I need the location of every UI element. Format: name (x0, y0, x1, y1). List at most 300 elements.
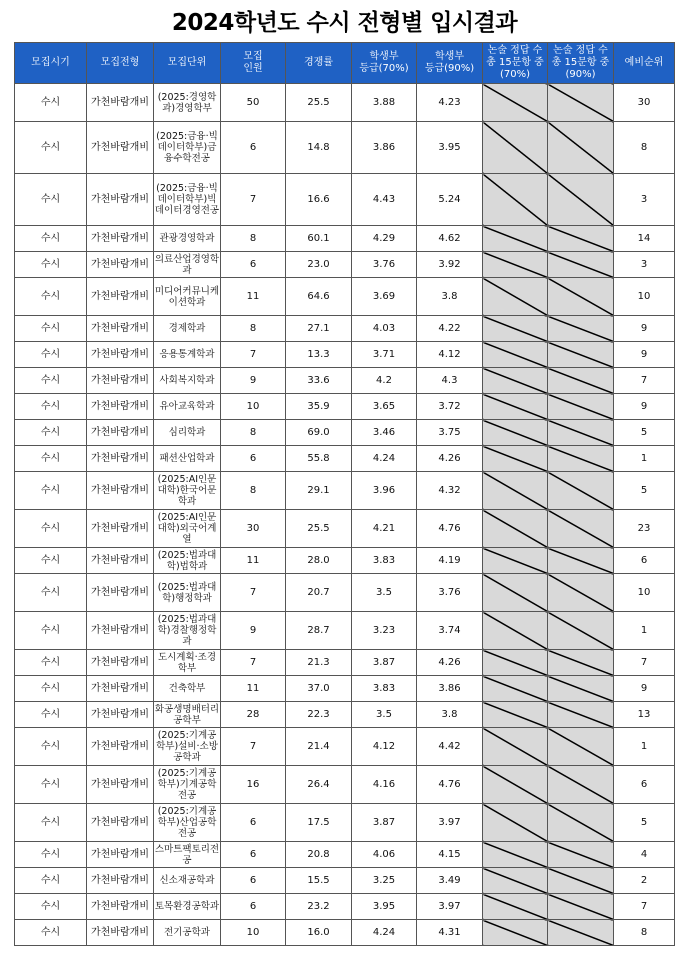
unit-cell: 응용통계학과 (154, 342, 221, 368)
grade90-cell: 3.97 (417, 894, 483, 920)
rank-cell: 6 (614, 548, 675, 574)
essay70-cell (483, 868, 548, 894)
essay70-cell (483, 548, 548, 574)
essay70-cell (483, 174, 548, 226)
ratio-cell: 14.8 (286, 122, 352, 174)
rank-cell: 9 (614, 342, 675, 368)
essay90-cell (548, 766, 614, 804)
grade70-cell: 3.46 (352, 420, 417, 446)
table-body (15, 84, 675, 946)
grade70-cell: 3.96 (352, 472, 417, 510)
rank-cell: 2 (614, 868, 675, 894)
period-cell: 수시 (15, 472, 87, 510)
table-row (15, 84, 675, 122)
unit-cell: (2025:AI인문대학)한국어문학과 (154, 472, 221, 510)
ratio-cell: 17.5 (286, 804, 352, 842)
grade90-cell: 3.75 (417, 420, 483, 446)
rank-cell: 9 (614, 676, 675, 702)
grade90-cell: 3.49 (417, 868, 483, 894)
essay90-cell (548, 612, 614, 650)
rank-cell: 7 (614, 368, 675, 394)
rank-cell: 9 (614, 394, 675, 420)
grade90-cell: 4.31 (417, 920, 483, 946)
table-row (15, 446, 675, 472)
header-cell: 예비순위 (614, 43, 675, 84)
type-cell: 가천바람개비 (87, 394, 154, 420)
period-cell: 수시 (15, 278, 87, 316)
essay90-cell (548, 394, 614, 420)
essay70-cell (483, 920, 548, 946)
essay70-cell (483, 702, 548, 728)
type-cell: 가천바람개비 (87, 894, 154, 920)
period-cell: 수시 (15, 510, 87, 548)
essay70-cell (483, 316, 548, 342)
ratio-cell: 28.7 (286, 612, 352, 650)
essay90-cell (548, 316, 614, 342)
essay90-cell (548, 368, 614, 394)
ratio-cell: 23.0 (286, 252, 352, 278)
seats-cell: 8 (221, 316, 286, 342)
seats-cell: 11 (221, 676, 286, 702)
essay90-cell (548, 342, 614, 368)
essay70-cell (483, 766, 548, 804)
admission-results-table (14, 42, 675, 946)
seats-cell: 9 (221, 612, 286, 650)
ratio-cell: 21.4 (286, 728, 352, 766)
period-cell: 수시 (15, 804, 87, 842)
period-cell: 수시 (15, 122, 87, 174)
period-cell: 수시 (15, 252, 87, 278)
grade70-cell: 4.21 (352, 510, 417, 548)
period-cell: 수시 (15, 548, 87, 574)
unit-cell: 화공생명배터리공학부 (154, 703, 220, 726)
period-cell: 수시 (15, 612, 87, 650)
unit-cell: 유아교육학과 (154, 394, 221, 420)
ratio-cell: 29.1 (286, 472, 352, 510)
grade70-cell: 3.83 (352, 548, 417, 574)
grade90-cell: 4.76 (417, 510, 483, 548)
essay90-cell (548, 702, 614, 728)
type-cell: 가천바람개비 (87, 252, 154, 278)
grade70-cell: 3.25 (352, 868, 417, 894)
type-cell: 가천바람개비 (87, 84, 154, 122)
rank-cell: 3 (614, 174, 675, 226)
header-cell: 모집시기 (15, 43, 87, 84)
table-row (15, 510, 675, 548)
ratio-cell: 20.7 (286, 574, 352, 612)
table-row (15, 252, 675, 278)
essay70-cell (483, 122, 548, 174)
rank-cell: 1 (614, 728, 675, 766)
unit-cell: 심리학과 (154, 420, 221, 446)
period-cell: 수시 (15, 368, 87, 394)
essay70-cell (483, 472, 548, 510)
seats-cell: 16 (221, 766, 286, 804)
essay90-cell (548, 84, 614, 122)
unit-cell: (2025:금융·빅데이터학부)금융수학전공 (154, 122, 221, 174)
essay70-cell (483, 612, 548, 650)
essay90-cell (548, 122, 614, 174)
type-cell: 가천바람개비 (87, 446, 154, 472)
grade70-cell: 4.12 (352, 728, 417, 766)
unit-cell: 미디어커뮤니케이션학과 (154, 278, 221, 316)
seats-cell: 6 (221, 122, 286, 174)
header-cell: 학생부 등급(90%) (417, 43, 483, 84)
unit-cell: (2025:기계공학부)기계공학전공 (154, 766, 221, 804)
unit-cell: 도시계획·조경학부 (154, 650, 221, 676)
grade90-cell: 4.26 (417, 446, 483, 472)
rank-cell: 1 (614, 446, 675, 472)
period-cell: 수시 (15, 728, 87, 766)
table-row (15, 894, 675, 920)
rank-cell: 30 (614, 84, 675, 122)
essay90-cell (548, 650, 614, 676)
unit-cell: 신소재공학과 (154, 868, 221, 894)
header-cell: 논술 정답 수 총 15문항 중 (70%) (483, 43, 548, 84)
type-cell: 가천바람개비 (87, 650, 154, 676)
grade70-cell: 4.43 (352, 174, 417, 226)
grade70-cell: 3.69 (352, 278, 417, 316)
period-cell: 수시 (15, 842, 87, 868)
seats-cell: 50 (221, 84, 286, 122)
essay90-cell (548, 174, 614, 226)
table-row (15, 920, 675, 946)
ratio-cell: 26.4 (286, 766, 352, 804)
type-cell: 가천바람개비 (87, 472, 154, 510)
table-row (15, 842, 675, 868)
rank-cell: 5 (614, 472, 675, 510)
grade90-cell: 3.95 (417, 122, 483, 174)
table-row (15, 122, 675, 174)
table-header-row (15, 43, 675, 84)
type-cell: 가천바람개비 (87, 226, 154, 252)
rank-cell: 23 (614, 510, 675, 548)
type-cell: 가천바람개비 (87, 174, 154, 226)
grade70-cell: 4.24 (352, 446, 417, 472)
essay70-cell (483, 278, 548, 316)
seats-cell: 6 (221, 252, 286, 278)
period-cell: 수시 (15, 84, 87, 122)
ratio-cell: 23.2 (286, 894, 352, 920)
essay90-cell (548, 420, 614, 446)
type-cell: 가천바람개비 (87, 842, 154, 868)
type-cell: 가천바람개비 (87, 728, 154, 766)
rank-cell: 10 (614, 278, 675, 316)
ratio-cell: 37.0 (286, 676, 352, 702)
ratio-cell: 55.8 (286, 446, 352, 472)
essay70-cell (483, 894, 548, 920)
essay90-cell (548, 446, 614, 472)
table-row (15, 728, 675, 766)
ratio-cell: 35.9 (286, 394, 352, 420)
period-cell: 수시 (15, 894, 87, 920)
ratio-cell: 25.5 (286, 84, 352, 122)
table-row (15, 368, 675, 394)
seats-cell: 11 (221, 548, 286, 574)
grade70-cell: 4.06 (352, 842, 417, 868)
table-row (15, 226, 675, 252)
unit-cell: 사회복지학과 (154, 368, 221, 394)
seats-cell: 7 (221, 728, 286, 766)
period-cell: 수시 (15, 394, 87, 420)
period-cell: 수시 (15, 342, 87, 368)
period-cell: 수시 (15, 920, 87, 946)
ratio-cell: 69.0 (286, 420, 352, 446)
grade70-cell: 3.95 (352, 894, 417, 920)
table-row (15, 676, 675, 702)
table-row (15, 548, 675, 574)
essay70-cell (483, 226, 548, 252)
unit-cell: (2025:기계공학부)산업공학전공 (154, 804, 221, 842)
period-cell: 수시 (15, 446, 87, 472)
rank-cell: 8 (614, 920, 675, 946)
essay90-cell (548, 842, 614, 868)
rank-cell: 8 (614, 122, 675, 174)
seats-cell: 10 (221, 394, 286, 420)
rank-cell: 13 (614, 702, 675, 728)
unit-cell: (2025:법과대학)법학과 (154, 548, 221, 574)
essay70-cell (483, 842, 548, 868)
rank-cell: 1 (614, 612, 675, 650)
unit-cell: (2025:법과대학)경찰행정학과 (154, 612, 221, 650)
type-cell: 가천바람개비 (87, 574, 154, 612)
seats-cell: 7 (221, 574, 286, 612)
unit-cell: 관광경영학과 (154, 226, 221, 252)
ratio-cell: 20.8 (286, 842, 352, 868)
essay70-cell (483, 420, 548, 446)
rank-cell: 7 (614, 650, 675, 676)
ratio-cell: 64.6 (286, 278, 352, 316)
grade90-cell: 4.15 (417, 842, 483, 868)
table-row (15, 278, 675, 316)
type-cell: 가천바람개비 (87, 702, 154, 728)
type-cell: 가천바람개비 (87, 868, 154, 894)
unit-cell: 건축학부 (154, 676, 221, 702)
seats-cell: 6 (221, 842, 286, 868)
grade90-cell: 4.32 (417, 472, 483, 510)
period-cell: 수시 (15, 868, 87, 894)
unit-cell: 경제학과 (154, 316, 221, 342)
unit-cell: (2025:금융·빅데이터학부)빅데이터경영전공 (154, 174, 221, 226)
rank-cell: 4 (614, 842, 675, 868)
essay90-cell (548, 868, 614, 894)
header-cell: 모집전형 (87, 43, 154, 84)
period-cell: 수시 (15, 766, 87, 804)
grade70-cell: 3.88 (352, 84, 417, 122)
unit-cell: 전기공학과 (154, 920, 221, 946)
essay70-cell (483, 84, 548, 122)
unit-cell: (2025:AI인문대학)외국어계열 (154, 510, 221, 548)
type-cell: 가천바람개비 (87, 122, 154, 174)
grade90-cell: 3.86 (417, 676, 483, 702)
table-row (15, 804, 675, 842)
table-row (15, 868, 675, 894)
grade70-cell: 3.23 (352, 612, 417, 650)
essay90-cell (548, 548, 614, 574)
ratio-cell: 28.0 (286, 548, 352, 574)
grade70-cell: 3.86 (352, 122, 417, 174)
unit-cell: (2025:법과대학)행정학과 (154, 574, 221, 612)
header-cell: 논술 정답 수 총 15문항 중 (90%) (548, 43, 614, 84)
ratio-cell: 22.3 (286, 702, 352, 728)
period-cell: 수시 (15, 702, 87, 728)
table-row (15, 612, 675, 650)
grade90-cell: 4.12 (417, 342, 483, 368)
type-cell: 가천바람개비 (87, 612, 154, 650)
rank-cell: 3 (614, 252, 675, 278)
period-cell: 수시 (15, 574, 87, 612)
type-cell: 가천바람개비 (87, 804, 154, 842)
ratio-cell: 15.5 (286, 868, 352, 894)
table-row (15, 702, 675, 728)
essay90-cell (548, 226, 614, 252)
grade90-cell: 3.97 (417, 804, 483, 842)
table-row (15, 174, 675, 226)
rank-cell: 10 (614, 574, 675, 612)
essay70-cell (483, 446, 548, 472)
ratio-cell: 25.5 (286, 510, 352, 548)
type-cell: 가천바람개비 (87, 766, 154, 804)
rank-cell: 6 (614, 766, 675, 804)
header-cell: 모집단위 (154, 43, 221, 84)
essay90-cell (548, 804, 614, 842)
type-cell: 가천바람개비 (87, 342, 154, 368)
type-cell: 가천바람개비 (87, 548, 154, 574)
seats-cell: 8 (221, 420, 286, 446)
seats-cell: 6 (221, 868, 286, 894)
rank-cell: 14 (614, 226, 675, 252)
unit-cell: 스마트팩토리전공 (154, 843, 220, 866)
essay90-cell (548, 894, 614, 920)
seats-cell: 7 (221, 174, 286, 226)
unit-cell: 토목환경공학과 (154, 894, 221, 920)
table-row (15, 394, 675, 420)
rank-cell: 5 (614, 804, 675, 842)
seats-cell: 30 (221, 510, 286, 548)
ratio-cell: 21.3 (286, 650, 352, 676)
grade70-cell: 3.5 (352, 574, 417, 612)
grade70-cell: 3.87 (352, 650, 417, 676)
essay70-cell (483, 650, 548, 676)
table-row (15, 574, 675, 612)
grade90-cell: 3.8 (417, 702, 483, 728)
header-cell: 경쟁률 (286, 43, 352, 84)
table-row (15, 650, 675, 676)
ratio-cell: 60.1 (286, 226, 352, 252)
unit-cell: 의료산업경영학과 (154, 253, 220, 276)
grade90-cell: 4.3 (417, 368, 483, 394)
grade90-cell: 4.19 (417, 548, 483, 574)
essay70-cell (483, 804, 548, 842)
type-cell: 가천바람개비 (87, 676, 154, 702)
grade90-cell: 3.76 (417, 574, 483, 612)
essay70-cell (483, 394, 548, 420)
unit-cell: 패션산업학과 (154, 446, 221, 472)
period-cell: 수시 (15, 226, 87, 252)
grade90-cell: 4.62 (417, 226, 483, 252)
grade90-cell: 3.72 (417, 394, 483, 420)
essay90-cell (548, 472, 614, 510)
grade90-cell: 4.22 (417, 316, 483, 342)
seats-cell: 28 (221, 702, 286, 728)
type-cell: 가천바람개비 (87, 278, 154, 316)
grade90-cell: 4.26 (417, 650, 483, 676)
essay70-cell (483, 342, 548, 368)
essay70-cell (483, 368, 548, 394)
table-row (15, 342, 675, 368)
type-cell: 가천바람개비 (87, 316, 154, 342)
period-cell: 수시 (15, 676, 87, 702)
essay70-cell (483, 574, 548, 612)
grade70-cell: 3.71 (352, 342, 417, 368)
table-row (15, 472, 675, 510)
ratio-cell: 13.3 (286, 342, 352, 368)
rank-cell: 9 (614, 316, 675, 342)
seats-cell: 6 (221, 894, 286, 920)
grade90-cell: 4.23 (417, 84, 483, 122)
grade70-cell: 4.24 (352, 920, 417, 946)
unit-cell: (2025:기계공학부)설비·소방공학과 (154, 728, 221, 766)
essay90-cell (548, 510, 614, 548)
seats-cell: 10 (221, 920, 286, 946)
table-row (15, 316, 675, 342)
ratio-cell: 27.1 (286, 316, 352, 342)
grade70-cell: 3.65 (352, 394, 417, 420)
essay70-cell (483, 728, 548, 766)
essay90-cell (548, 728, 614, 766)
table-row (15, 420, 675, 446)
table-row (15, 766, 675, 804)
rank-cell: 7 (614, 894, 675, 920)
period-cell: 수시 (15, 650, 87, 676)
grade70-cell: 3.83 (352, 676, 417, 702)
rank-cell: 5 (614, 420, 675, 446)
seats-cell: 6 (221, 804, 286, 842)
type-cell: 가천바람개비 (87, 420, 154, 446)
grade90-cell: 5.24 (417, 174, 483, 226)
type-cell: 가천바람개비 (87, 920, 154, 946)
grade90-cell: 4.42 (417, 728, 483, 766)
ratio-cell: 16.0 (286, 920, 352, 946)
essay90-cell (548, 676, 614, 702)
seats-cell: 8 (221, 472, 286, 510)
essay90-cell (548, 920, 614, 946)
grade70-cell: 4.16 (352, 766, 417, 804)
ratio-cell: 16.6 (286, 174, 352, 226)
grade90-cell: 4.76 (417, 766, 483, 804)
unit-cell: (2025:경영학과)경영학부 (154, 84, 221, 122)
page-title: 2024학년도 수시 전형별 입시결과 (171, 10, 518, 36)
seats-cell: 9 (221, 368, 286, 394)
grade90-cell: 3.8 (417, 278, 483, 316)
period-cell: 수시 (15, 420, 87, 446)
seats-cell: 7 (221, 342, 286, 368)
header-cell: 학생부 등급(70%) (352, 43, 417, 84)
essay90-cell (548, 278, 614, 316)
type-cell: 가천바람개비 (87, 368, 154, 394)
grade70-cell: 4.29 (352, 226, 417, 252)
grade70-cell: 3.87 (352, 804, 417, 842)
seats-cell: 11 (221, 278, 286, 316)
seats-cell: 8 (221, 226, 286, 252)
grade70-cell: 4.03 (352, 316, 417, 342)
essay90-cell (548, 252, 614, 278)
seats-cell: 7 (221, 650, 286, 676)
type-cell: 가천바람개비 (87, 510, 154, 548)
essay70-cell (483, 676, 548, 702)
essay90-cell (548, 574, 614, 612)
header-cell: 모집 인원 (221, 43, 286, 84)
